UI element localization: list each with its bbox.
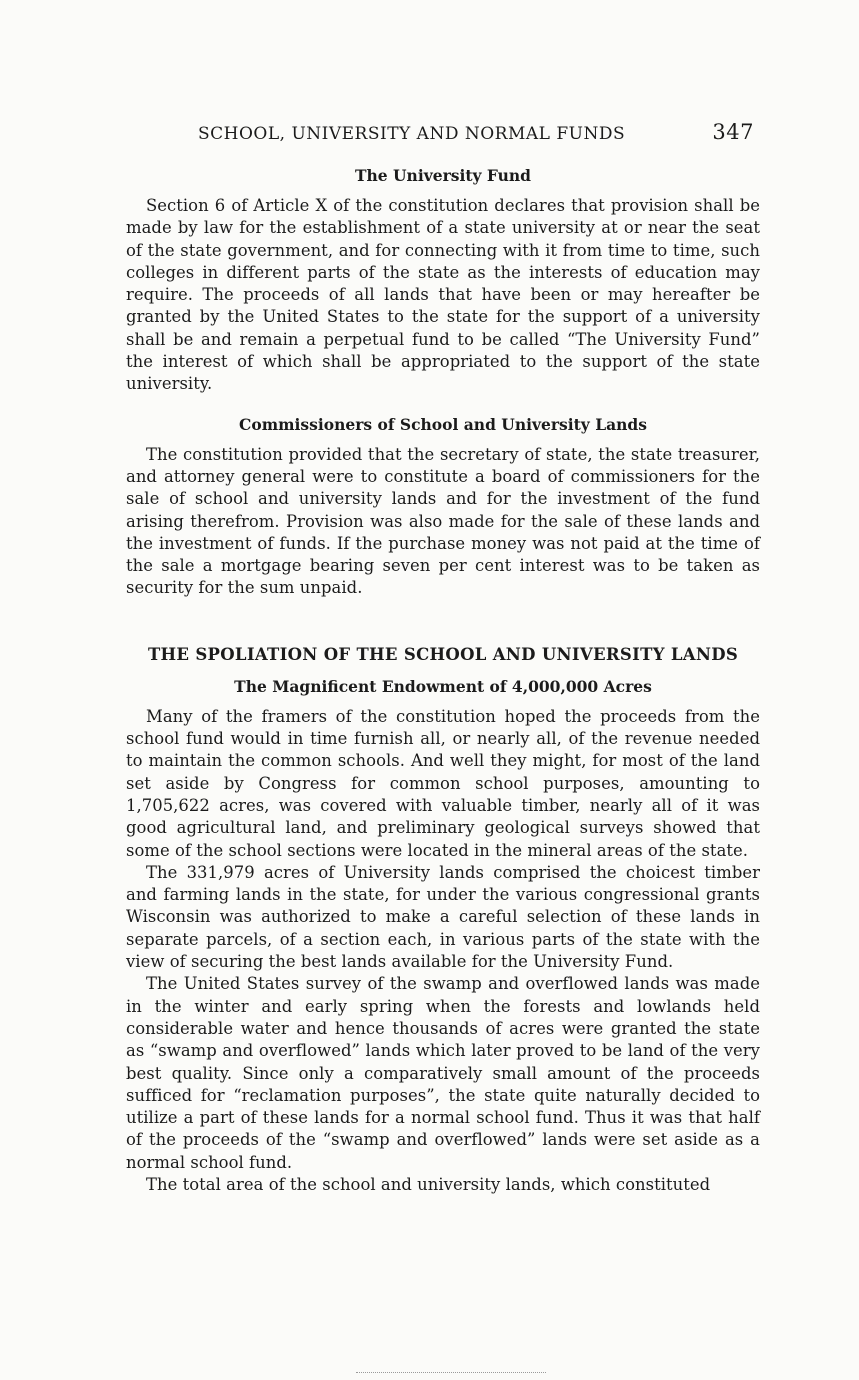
footer-smudge-divider bbox=[356, 1372, 546, 1376]
paragraph-framers: Many of the framers of the constitution hoped the proceeds from the school fund would in time furnish all, or nearly all, of the revenue needed to maintain the common schools. And well they might, for most of the land set aside by Congress for common school purposes, amounting to 1,705,622 acres, was covered with valuable timber, nearly all of it was good agricultural land, and preliminary geological surveys showed that some of the school sections were located in the mineral areas of the state. bbox=[126, 706, 760, 860]
commissioners-heading: Commissioners of School and University Lands bbox=[239, 414, 647, 434]
paragraph-total-area: The total area of the school and university lands, which constituted bbox=[146, 1174, 711, 1194]
book-page bbox=[126, 118, 760, 1196]
endowment-subheading: The Magnificent Endowment of 4,000,000 Acres bbox=[234, 676, 652, 696]
running-head bbox=[126, 118, 760, 152]
paragraph-swamp-lands: The United States survey of the swamp and overflowed lands was made in the winter and early spring when the forests and lowlands held considerable water and hence thousands of acres were granted the state as “swamp and overflowed” lands which later proved to be land of the very best quality. Since only a comparatively small amount of the proceeds sufficed for “reclamation purposes”, the state quite naturally decided to utilize a part of these lands for a normal school fund. Thus it was that half of the proceeds of the “swamp and overflowed” lands were set aside as a normal school fund. bbox=[126, 974, 760, 1172]
spoliation-section-heading: THE SPOLIATION OF THE SCHOOL AND UNIVERSITY LANDS bbox=[147, 644, 739, 664]
commissioners-paragraph: The constitution provided that the secretary of state, the state treasurer, and attorney general were to constitute a board of commissioners for the sale of school and university lands and for the investment of the fund arising therefrom. Provision was also made for the sale of these lands and the investment of funds. If the purchase money was not paid at the time of the sale a mortgage bearing seven per cent interest was to be taken as security for the sum unpaid. bbox=[126, 444, 760, 598]
page-number: 347 bbox=[712, 120, 754, 144]
university-fund-paragraph: Section 6 of Article X of the constitution declares that provision shall be made by law for the establishment of a state university at or near the seat of the state government, and for connecting with it from time to time, such colleges in different parts of the state as the interests of education may require. The proceeds of all lands that have been or may hereafter be granted by the United States to the state for the support of a university shall be and remain a perpetual fund to be called “The University Fund” the interest of which shall be appropriated to the support of the state university. bbox=[126, 196, 760, 394]
running-head-title: SCHOOL, UNIVERSITY AND NORMAL FUNDS bbox=[198, 124, 626, 144]
paragraph-university-lands: The 331,979 acres of University lands comprised the choicest timber and farming lands in the state, for under the various congressional grants Wisconsin was authorized to make a careful selection of these lands in separate parcels, of a section each, in various parts of the state with the view of securing the best lands available for the University Fund. bbox=[126, 862, 760, 972]
university-fund-heading: The University Fund bbox=[354, 166, 532, 185]
